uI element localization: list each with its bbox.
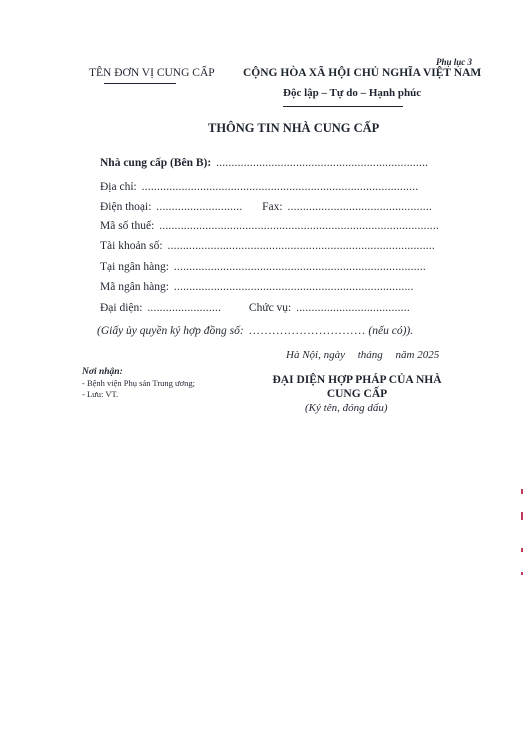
signature-note: (Ký tên, đóng dấu) [305,402,388,414]
field-label: Nhà cung cấp (Bên B): [100,157,212,169]
scan-mark [521,512,523,520]
field-label: Tài khoản số: [100,240,163,252]
field-blank: ..................................................................... [216,157,429,169]
date-month: tháng [357,349,383,361]
motto-underline [283,106,403,107]
national-motto: Độc lập – Tự do – Hạnh phúc [283,87,422,99]
field-label: Điện thoại: [100,201,152,213]
field-label: Mã ngân hàng: [100,281,169,293]
field-bank [100,261,426,273]
field-account [100,240,435,252]
organization-underline [104,83,176,84]
field-blank: ........................................................................................... [159,220,440,232]
scan-mark [521,489,523,494]
field-phone-fax [100,201,432,213]
date-place: Hà Nội, ngày [286,349,345,361]
field-label: Địa chỉ: [100,181,137,193]
date-line [286,349,439,361]
field-label: Chức vụ: [248,302,292,314]
field-blank: ....................................................................................... [167,240,436,252]
field-label: Mã số thuế: [100,220,155,232]
field-representative-position [100,302,410,314]
field-supplier [100,157,428,169]
scan-mark [521,572,523,575]
field-blank: ..................................... [296,302,410,314]
field-label: Đại diện: [100,302,143,314]
appendix-label: Phụ lục 3 [436,57,473,67]
field-blank: .......................................................................................... [141,181,419,193]
field-label: Tại ngân hàng: [100,261,169,273]
field-label: Fax: [262,201,283,213]
field-suffix: (nếu có)). [368,325,414,337]
recipients-title: Nơi nhận: [82,367,123,377]
field-blank: ............................................... [287,201,433,213]
field-blank: ………………………… [248,325,366,337]
field-blank: .................................................................................. [173,261,427,273]
field-bank-code [100,281,414,293]
recipient-item: - Bệnh viện Phụ sản Trung ương; [82,378,195,388]
scan-mark [521,548,523,552]
field-address [100,181,418,193]
national-title: CỘNG HÒA XÃ HỘI CHỦ NGHĨA VIỆT NAM [243,67,482,79]
field-tax-code [100,220,439,232]
field-blank: ........................ [147,302,222,314]
recipient-item: - Lưu: VT. [82,389,119,399]
field-authorization [97,325,413,337]
field-label: (Giấy ủy quyền ký hợp đồng số: [97,325,244,337]
date-year: năm 2025 [395,349,440,361]
field-blank: .............................................................................. [173,281,414,293]
signature-title: ĐẠI DIỆN HỢP PHÁP CỦA NHÀ CUNG CẤP [272,374,442,400]
form-title: THÔNG TIN NHÀ CUNG CẤP [208,121,380,135]
organization-name: TÊN ĐƠN VỊ CUNG CẤP [89,67,215,79]
field-blank: ............................ [156,201,243,213]
